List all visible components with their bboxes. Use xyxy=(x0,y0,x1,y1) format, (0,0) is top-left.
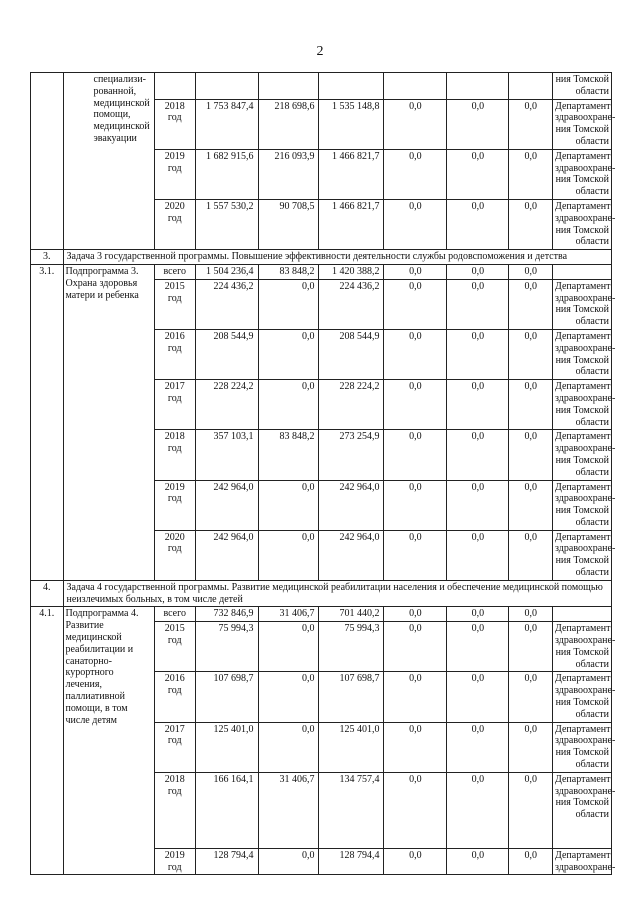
local-amount: 0,0 xyxy=(384,199,447,249)
department-cell xyxy=(553,607,612,622)
total-amount: 128 794,4 xyxy=(195,848,258,875)
federal-amount: 0,0 xyxy=(258,848,319,875)
local-amount: 0,0 xyxy=(384,672,447,722)
regional-amount: 134 757,4 xyxy=(319,772,384,848)
federal-amount: 0,0 xyxy=(258,722,319,772)
regional-amount: 273 254,9 xyxy=(319,430,384,480)
department-cell: Департамент здравоохране- xyxy=(553,848,612,875)
total-amount: 107 698,7 xyxy=(195,672,258,722)
total-amount: 125 401,0 xyxy=(195,722,258,772)
other-amount: 0,0 xyxy=(509,99,553,149)
total-amount: 1 504 236,4 xyxy=(195,264,258,279)
department-cell: Департамент здравоохране-ния Томской области xyxy=(553,380,612,430)
other-amount: 0,0 xyxy=(509,199,553,249)
year-cell: 2015 год xyxy=(154,279,195,329)
total-amount: 732 846,9 xyxy=(195,607,258,622)
row-number-cell xyxy=(31,73,64,250)
total-amount: 1 557 530,2 xyxy=(195,199,258,249)
task-title: Задача 4 государственной программы. Развитие медицинской реабилитации населения и обеспечение медицинской помощью неизлечимых больных, в том числе детей xyxy=(63,580,612,607)
other-amount: 0,0 xyxy=(509,672,553,722)
task-header-row xyxy=(31,580,612,607)
page-number: 2 xyxy=(316,44,324,59)
year-cell: 2019 год xyxy=(154,848,195,875)
federal-amount: 0,0 xyxy=(258,329,319,379)
local-amount: 0,0 xyxy=(384,329,447,379)
municipal-amount: 0,0 xyxy=(447,480,509,530)
year-cell: 2016 год xyxy=(154,329,195,379)
other-amount: 0,0 xyxy=(509,722,553,772)
total-amount: 242 964,0 xyxy=(195,480,258,530)
other-amount: 0,0 xyxy=(509,264,553,279)
regional-amount: 125 401,0 xyxy=(319,722,384,772)
local-amount: 0,0 xyxy=(384,722,447,772)
table-row xyxy=(31,73,612,100)
program-name: специализи-рованной, медицинской помощи, медицинской эвакуации xyxy=(63,73,154,250)
municipal-amount: 0,0 xyxy=(447,772,509,848)
federal-amount: 90 708,5 xyxy=(258,199,319,249)
federal-amount: 0,0 xyxy=(258,672,319,722)
other-amount: 0,0 xyxy=(509,772,553,848)
regional-amount: 1 420 388,2 xyxy=(319,264,384,279)
federal-amount: 31 406,7 xyxy=(258,607,319,622)
department-cell: Департамент здравоохране-ния Томской области xyxy=(553,99,612,149)
local-amount: 0,0 xyxy=(384,848,447,875)
regional-amount: 128 794,4 xyxy=(319,848,384,875)
regional-amount: 1 466 821,7 xyxy=(319,149,384,199)
task-title: Задача 3 государственной программы. Повышение эффективности деятельности службы родовспоможения и детства xyxy=(63,250,612,265)
regional-amount: 701 440,2 xyxy=(319,607,384,622)
regional-amount: 242 964,0 xyxy=(319,480,384,530)
federal-amount: 83 848,2 xyxy=(258,430,319,480)
total-amount: 1 753 847,4 xyxy=(195,99,258,149)
federal-amount: 218 698,6 xyxy=(258,99,319,149)
regional-amount: 228 224,2 xyxy=(319,380,384,430)
other-amount: 0,0 xyxy=(509,380,553,430)
amount-cell xyxy=(447,73,509,100)
total-amount: 224 436,2 xyxy=(195,279,258,329)
subprogram-number: 4.1. xyxy=(31,607,64,875)
subprogram-number: 3.1. xyxy=(31,264,64,580)
amount-cell xyxy=(258,73,319,100)
table-row xyxy=(31,607,612,622)
municipal-amount: 0,0 xyxy=(447,622,509,672)
year-cell: 2018 год xyxy=(154,99,195,149)
federal-amount: 0,0 xyxy=(258,279,319,329)
local-amount: 0,0 xyxy=(384,530,447,580)
task-number: 4. xyxy=(31,580,64,607)
municipal-amount: 0,0 xyxy=(447,380,509,430)
regional-amount: 107 698,7 xyxy=(319,672,384,722)
department-cell: Департамент здравоохране-ния Томской области xyxy=(553,722,612,772)
department-cell: Департамент здравоохране-ния Томской области xyxy=(553,149,612,199)
amount-cell xyxy=(384,73,447,100)
department-cell xyxy=(553,264,612,279)
federal-amount: 0,0 xyxy=(258,530,319,580)
department-cell: Департамент здравоохране-ния Томской области xyxy=(553,772,612,848)
federal-amount: 0,0 xyxy=(258,622,319,672)
municipal-amount: 0,0 xyxy=(447,149,509,199)
year-cell: 2017 год xyxy=(154,722,195,772)
total-amount: 1 682 915,6 xyxy=(195,149,258,199)
municipal-amount: 0,0 xyxy=(447,264,509,279)
task-number: 3. xyxy=(31,250,64,265)
municipal-amount: 0,0 xyxy=(447,530,509,580)
local-amount: 0,0 xyxy=(384,149,447,199)
federal-amount: 0,0 xyxy=(258,380,319,430)
local-amount: 0,0 xyxy=(384,264,447,279)
municipal-amount: 0,0 xyxy=(447,672,509,722)
department-cell: ния Томской области xyxy=(553,73,612,100)
local-amount: 0,0 xyxy=(384,430,447,480)
task-header-row xyxy=(31,250,612,265)
municipal-amount: 0,0 xyxy=(447,329,509,379)
other-amount: 0,0 xyxy=(509,430,553,480)
amount-cell xyxy=(319,73,384,100)
municipal-amount: 0,0 xyxy=(447,607,509,622)
local-amount: 0,0 xyxy=(384,279,447,329)
total-amount: 166 164,1 xyxy=(195,772,258,848)
total-amount: 228 224,2 xyxy=(195,380,258,430)
department-cell: Департамент здравоохране-ния Томской области xyxy=(553,672,612,722)
regional-amount: 1 466 821,7 xyxy=(319,199,384,249)
department-cell: Департамент здравоохране-ния Томской области xyxy=(553,430,612,480)
department-cell: Департамент здравоохране-ния Томской области xyxy=(553,279,612,329)
table-row xyxy=(31,264,612,279)
year-cell: 2018 год xyxy=(154,772,195,848)
year-cell: 2020 год xyxy=(154,199,195,249)
department-cell: Департамент здравоохране-ния Томской области xyxy=(553,199,612,249)
local-amount: 0,0 xyxy=(384,622,447,672)
regional-amount: 208 544,9 xyxy=(319,329,384,379)
department-cell: Департамент здравоохране-ния Томской области xyxy=(553,530,612,580)
other-amount: 0,0 xyxy=(509,622,553,672)
year-cell: 2017 год xyxy=(154,380,195,430)
other-amount: 0,0 xyxy=(509,149,553,199)
total-amount: 242 964,0 xyxy=(195,530,258,580)
regional-amount: 224 436,2 xyxy=(319,279,384,329)
subprogram-name: Подпрограмма 3. Охрана здоровья матери и ребенка xyxy=(63,264,154,580)
total-amount: 75 994,3 xyxy=(195,622,258,672)
local-amount: 0,0 xyxy=(384,607,447,622)
year-cell: 2019 год xyxy=(154,149,195,199)
amount-cell xyxy=(509,73,553,100)
other-amount: 0,0 xyxy=(509,329,553,379)
year-cell: 2019 год xyxy=(154,480,195,530)
regional-amount: 242 964,0 xyxy=(319,530,384,580)
federal-amount: 0,0 xyxy=(258,480,319,530)
funding-table xyxy=(30,72,616,875)
local-amount: 0,0 xyxy=(384,772,447,848)
other-amount: 0,0 xyxy=(509,279,553,329)
year-cell: 2015 год xyxy=(154,622,195,672)
total-amount: 208 544,9 xyxy=(195,329,258,379)
year-cell: всего xyxy=(154,264,195,279)
year-cell: 2016 год xyxy=(154,672,195,722)
year-cell xyxy=(154,73,195,100)
amount-cell xyxy=(195,73,258,100)
other-amount: 0,0 xyxy=(509,848,553,875)
municipal-amount: 0,0 xyxy=(447,430,509,480)
other-amount: 0,0 xyxy=(509,607,553,622)
year-cell: всего xyxy=(154,607,195,622)
federal-amount: 216 093,9 xyxy=(258,149,319,199)
local-amount: 0,0 xyxy=(384,99,447,149)
local-amount: 0,0 xyxy=(384,380,447,430)
municipal-amount: 0,0 xyxy=(447,722,509,772)
federal-amount: 83 848,2 xyxy=(258,264,319,279)
table-body xyxy=(31,73,616,875)
department-cell: Департамент здравоохране-ния Томской области xyxy=(553,329,612,379)
year-cell: 2018 год xyxy=(154,430,195,480)
other-amount: 0,0 xyxy=(509,480,553,530)
federal-amount: 31 406,7 xyxy=(258,772,319,848)
subprogram-name: Подпрограмма 4. Развитие медицинской реабилитации и санаторно-курортного лечения, паллиативной помощи, в том числе детям xyxy=(63,607,154,875)
regional-amount: 1 535 148,8 xyxy=(319,99,384,149)
year-cell: 2020 год xyxy=(154,530,195,580)
regional-amount: 75 994,3 xyxy=(319,622,384,672)
local-amount: 0,0 xyxy=(384,480,447,530)
municipal-amount: 0,0 xyxy=(447,848,509,875)
department-cell: Департамент здравоохране-ния Томской области xyxy=(553,480,612,530)
municipal-amount: 0,0 xyxy=(447,99,509,149)
other-amount: 0,0 xyxy=(509,530,553,580)
municipal-amount: 0,0 xyxy=(447,279,509,329)
total-amount: 357 103,1 xyxy=(195,430,258,480)
municipal-amount: 0,0 xyxy=(447,199,509,249)
department-cell: Департамент здравоохране-ния Томской области xyxy=(553,622,612,672)
